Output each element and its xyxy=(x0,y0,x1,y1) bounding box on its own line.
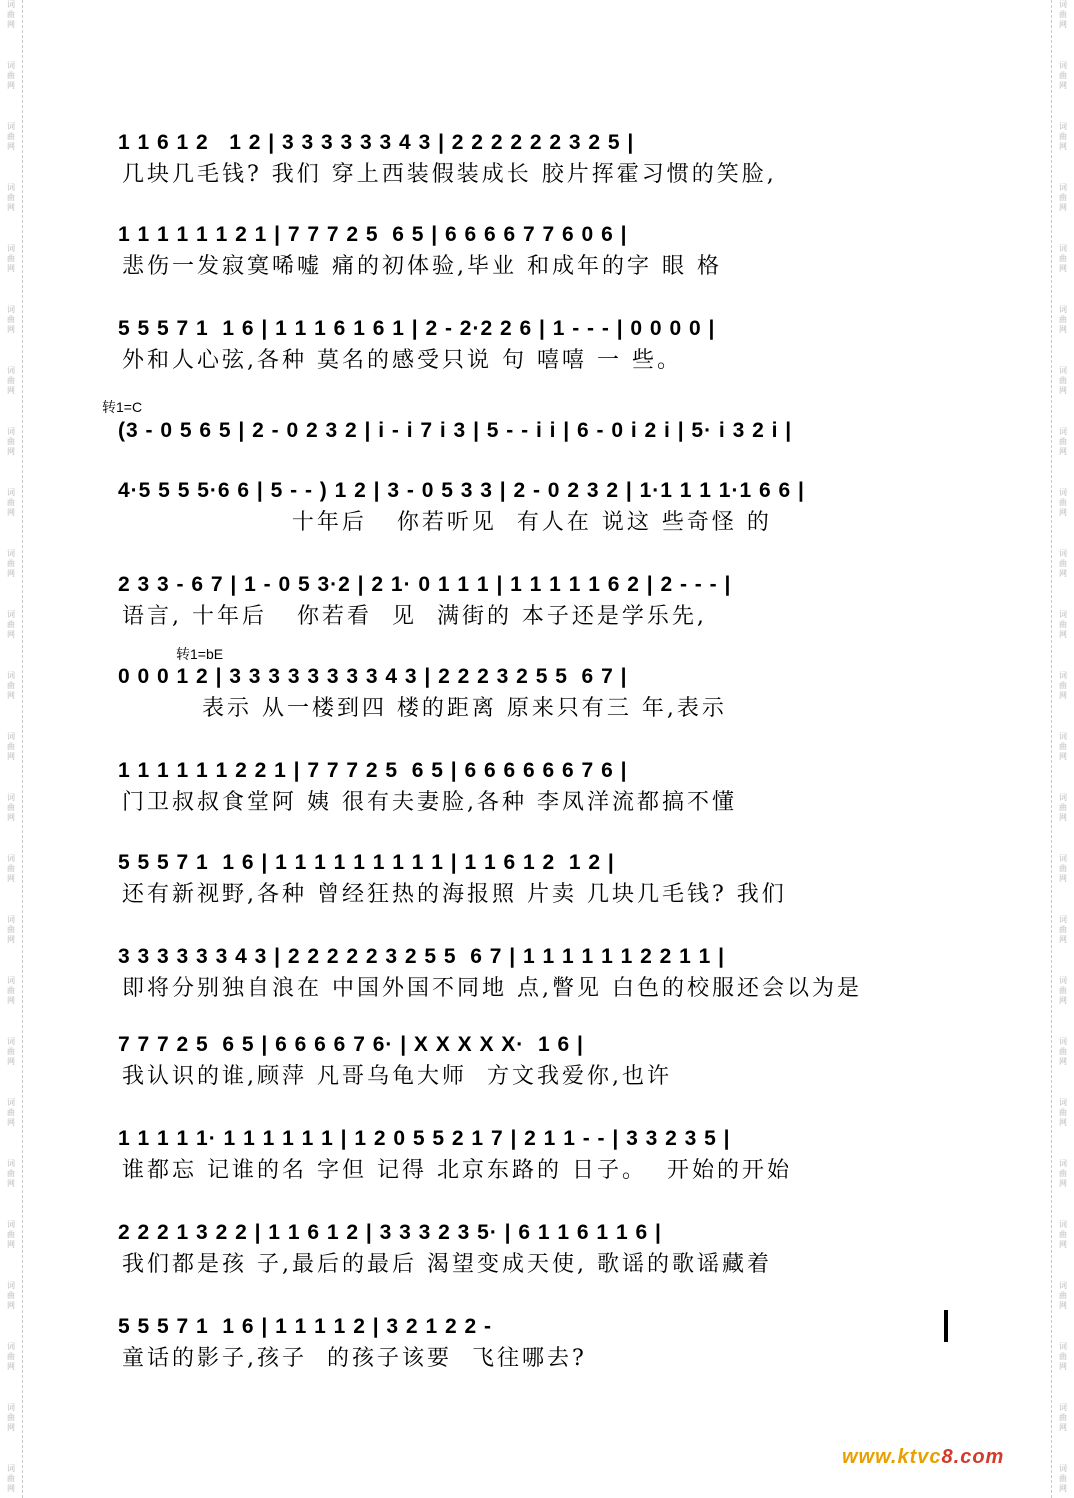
notation-row: 2 2 2 1 3 2 2 | 1 1 6 1 2 | 3 3 3 2 3 5· | 6 1 1 6 1 1 6 | xyxy=(118,1221,662,1244)
watermark-stamp: 词 曲 网 xyxy=(1059,1037,1067,1066)
watermark-stamp: 词 曲 网 xyxy=(1059,488,1067,517)
lyrics-row: 十年后 你若听见 有人在 说这 些奇怪 的 xyxy=(122,510,772,535)
watermark-stamp: 词 曲 网 xyxy=(7,183,15,212)
notation-row: 3 3 3 3 3 3 4 3 | 2 2 2 2 2 3 2 5 5 6 7 | 1 1 1 1 1 1 2 2 1 1 | xyxy=(118,945,726,968)
watermark-stamp: 词 曲 网 xyxy=(1059,244,1067,273)
lyrics-row: 即将分别独自浪在 中国外国不同地 点,瞥见 白色的校服还会以为是 xyxy=(122,976,862,1001)
watermark-stamp: 词 曲 网 xyxy=(7,549,15,578)
lyrics-row: 童话的影子,孩子 的孩子该要 飞往哪去? xyxy=(122,1346,587,1371)
watermark-stamp: 词 曲 网 xyxy=(1059,671,1067,700)
lyrics-row: 我们都是孩 子,最后的最后 渴望变成天使, 歌谣的歌谣藏着 xyxy=(122,1252,772,1277)
notation-row: 1 1 6 1 2 1 2 | 3 3 3 3 3 3 4 3 | 2 2 2 2 2 2 3 2 5 | xyxy=(118,131,635,154)
watermark-stamp: 词 曲 网 xyxy=(1059,854,1067,883)
watermark-stamp: 词 曲 网 xyxy=(1059,610,1067,639)
watermark-stamp: 词 曲 网 xyxy=(7,854,15,883)
watermark-stamp: 词 曲 网 xyxy=(7,1220,15,1249)
watermark-stamp: 词 曲 网 xyxy=(7,1159,15,1188)
watermark-stamp: 词 曲 网 xyxy=(1059,1464,1067,1493)
watermark-stamp: 词 曲 网 xyxy=(7,305,15,334)
watermark-stamp: 词 曲 网 xyxy=(7,1403,15,1432)
final-barline xyxy=(944,1310,948,1342)
watermark-stamp: 词 曲 网 xyxy=(1059,0,1067,29)
watermark-stamp: 词 曲 网 xyxy=(7,793,15,822)
watermark-stamp: 词 曲 网 xyxy=(7,61,15,90)
watermark-stamp: 词 曲 网 xyxy=(1059,1220,1067,1249)
notation-row: (3 - 0 5 6 5 | 2 - 0 2 3 2 | i - i 7 i 3 | 5 - - i i | 6 - 0 i 2 i | 5· i 3 2 i | xyxy=(118,419,793,442)
watermark-stamp: 词 曲 网 xyxy=(7,488,15,517)
watermark-stamp: 词 曲 网 xyxy=(7,671,15,700)
watermark-stamp: 词 曲 网 xyxy=(1059,1342,1067,1371)
lyrics-row: 几块几毛钱? 我们 穿上西装假装成长 胶片挥霍习惯的笑脸, xyxy=(122,162,777,187)
notation-row: 1 1 1 1 1 1 2 1 | 7 7 7 2 5 6 5 | 6 6 6 6 7 7 6 0 6 | xyxy=(118,223,628,246)
watermark-stamp: 词 曲 网 xyxy=(1059,122,1067,151)
watermark-stamp: 词 曲 网 xyxy=(1059,1159,1067,1188)
watermark-stamp: 词 曲 网 xyxy=(1059,427,1067,456)
notation-row: 1 1 1 1 1 1 2 2 1 | 7 7 7 2 5 6 5 | 6 6 6 6 6 6 7 6 | xyxy=(118,759,628,782)
notation-row: 2 3 3 - 6 7 | 1 - 0 5 3·2 | 2 1· 0 1 1 1 | 1 1 1 1 1 6 2 | 2 - - - | xyxy=(118,573,732,596)
notation-row: 5 5 5 7 1 1 6 | 1 1 1 1 1 1 1 1 1 | 1 1 6 1 2 1 2 | xyxy=(118,851,615,874)
watermark-stamp: 词 曲 网 xyxy=(7,1281,15,1310)
watermark-stamp: 词 曲 网 xyxy=(1059,305,1067,334)
watermark-stamp: 词 曲 网 xyxy=(7,0,15,29)
site-logo[interactable] xyxy=(842,1446,1004,1469)
lyrics-row: 外和人心弦,各种 莫名的感受只说 句 嘻嘻 一 些。 xyxy=(122,348,682,373)
watermark-stamp: 词 曲 网 xyxy=(1059,1098,1067,1127)
notation-row: 5 5 5 7 1 1 6 | 1 1 1 1 2 | 3 2 1 2 2 - xyxy=(118,1315,492,1338)
notation-row: 4·5 5 5 5·6 6 | 5 - - ) 1 2 | 3 - 0 5 3 3 | 2 - 0 2 3 2 | 1·1 1 1 1·1 6 6 | xyxy=(118,479,805,502)
watermark-stamp: 词 曲 网 xyxy=(7,1342,15,1371)
lyrics-row: 我认识的谁,顾萍 凡哥乌龟大师 方文我爱你,也许 xyxy=(122,1064,672,1089)
key-change-label: 转1=bE xyxy=(176,646,224,662)
watermark-stamp: 词 曲 网 xyxy=(1059,366,1067,395)
logo-text-accent: 8.com xyxy=(941,1446,1005,1468)
watermark-stamp: 词 曲 网 xyxy=(7,915,15,944)
notation-row: 7 7 7 2 5 6 5 | 6 6 6 6 7 6· | X X X X X· 1 6 | xyxy=(118,1033,584,1056)
key-change-label: 转1=C xyxy=(102,399,143,415)
notation-row: 5 5 5 7 1 1 6 | 1 1 1 6 1 6 1 | 2 - 2·2 2 6 | 1 - - - | 0 0 0 0 | xyxy=(118,317,716,340)
watermark-stamp: 词 曲 网 xyxy=(1059,549,1067,578)
lyrics-row: 谁都忘 记谁的名 字但 记得 北京东路的 日子。 开始的开始 xyxy=(122,1158,792,1183)
watermark-stamp: 词 曲 网 xyxy=(7,427,15,456)
watermark-stamp: 词 曲 网 xyxy=(1059,976,1067,1005)
watermark-stamp: 词 曲 网 xyxy=(7,1464,15,1493)
watermark-stamp: 词 曲 网 xyxy=(7,732,15,761)
lyrics-row: 悲伤一发寂寞唏嘘 痛的初体验,毕业 和成年的字 眼 格 xyxy=(122,254,722,279)
watermark-stamp: 词 曲 网 xyxy=(1059,1403,1067,1432)
lyrics-row: 语言, 十年后 你若看 见 满街的 本子还是学乐先, xyxy=(122,604,707,629)
watermark-stamp: 词 曲 网 xyxy=(7,610,15,639)
watermark-stamp: 词 曲 网 xyxy=(7,244,15,273)
lyrics-row: 门卫叔叔食堂阿 姨 很有夫妻脸,各种 李凤洋流都搞不懂 xyxy=(122,790,737,815)
watermark-stamp: 词 曲 网 xyxy=(1059,793,1067,822)
watermark-stamp: 词 曲 网 xyxy=(1059,915,1067,944)
notation-row: 1 1 1 1 1· 1 1 1 1 1 1 | 1 2 0 5 5 2 1 7 | 2 1 1 - - | 3 3 2 3 5 | xyxy=(118,1127,731,1150)
watermark-stamp: 词 曲 网 xyxy=(7,1037,15,1066)
lyrics-row: 还有新视野,各种 曾经狂热的海报照 片卖 几块几毛钱? 我们 xyxy=(122,882,787,907)
watermark-stamp: 词 曲 网 xyxy=(1059,61,1067,90)
watermark-stamp: 词 曲 网 xyxy=(1059,732,1067,761)
watermark-stamp: 词 曲 网 xyxy=(7,122,15,151)
watermark-stamp: 词 曲 网 xyxy=(7,976,15,1005)
watermark-stamp: 词 曲 网 xyxy=(1059,183,1067,212)
watermark-stamp: 词 曲 网 xyxy=(7,1098,15,1127)
watermark-stamp: 词 曲 网 xyxy=(1059,1281,1067,1310)
notation-row: 0 0 0 1 2 | 3 3 3 3 3 3 3 3 4 3 | 2 2 2 3 2 5 5 6 7 | xyxy=(118,665,628,688)
logo-text-main: www.ktvc xyxy=(842,1446,942,1468)
watermark-stamp: 词 曲 网 xyxy=(7,366,15,395)
lyrics-row: 表示 从一楼到四 楼的距离 原来只有三 年,表示 xyxy=(122,696,727,721)
